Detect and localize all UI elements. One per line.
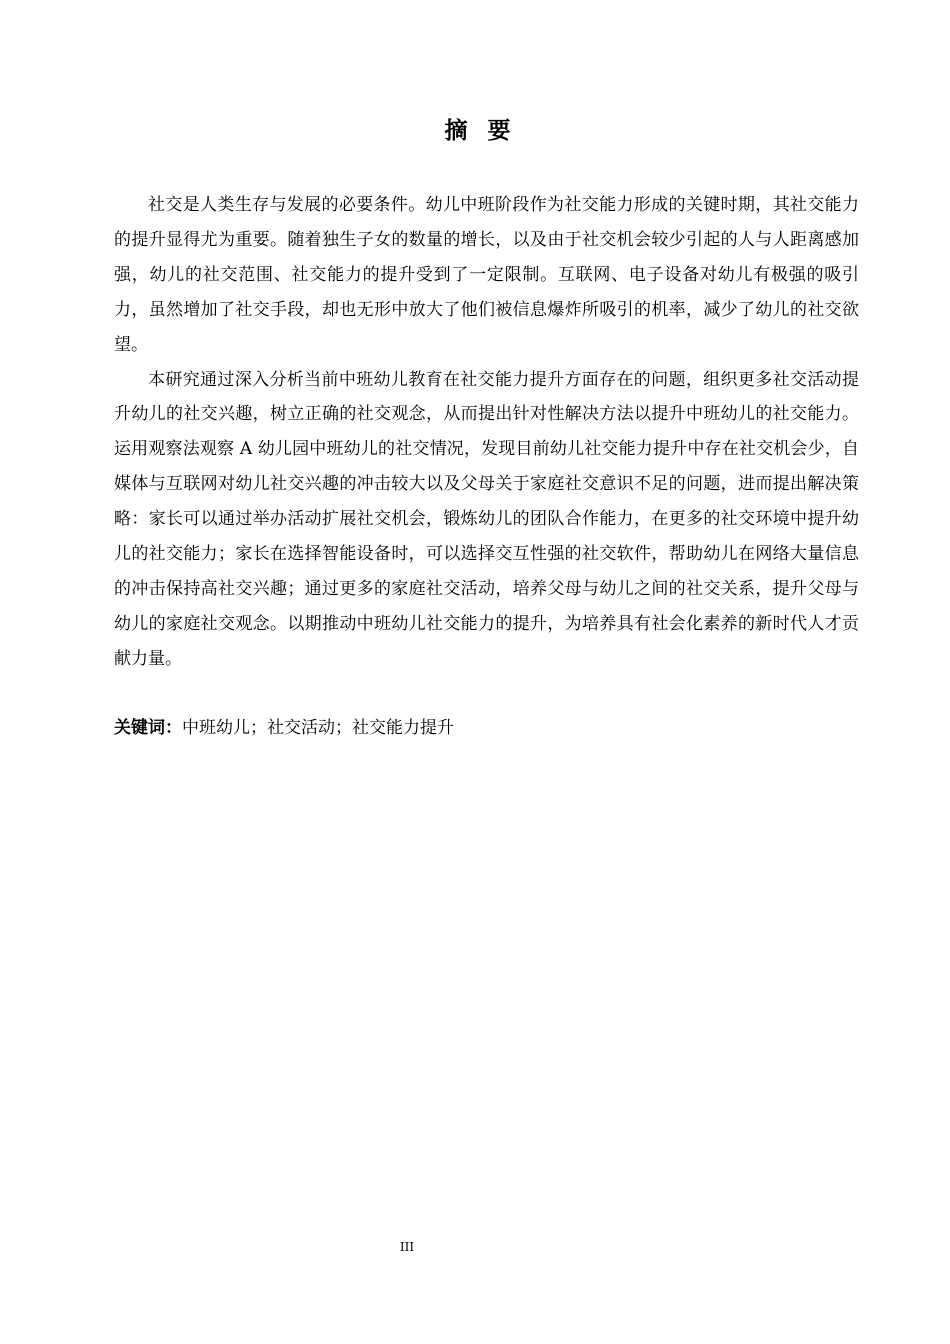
abstract-body	[114, 188, 859, 677]
abstract-paragraph-1: 社交是人类生存与发展的必要条件。幼儿中班阶段作为社交能力形成的关键时期，其社交能力的提升显得尤为重要。随着独生子女的数量的增长，以及由于社交机会较少引起的人与人距离感加强，幼儿的社交范围、社交能力的提升受到了一定限制。互联网、电子设备对幼儿有极强的吸引力，虽然增加了社交手段，却也无形中放大了他们被信息爆炸所吸引的机率，减少了幼儿的社交欲望。	[114, 195, 859, 355]
keywords-text: 中班幼儿；社交活动；社交能力提升	[182, 718, 454, 738]
page-number: III	[399, 1240, 415, 1254]
abstract-paragraph-2: 本研究通过深入分析当前中班幼儿教育在社交能力提升方面存在的问题，组织更多社交活动提升幼儿的社交兴趣，树立正确的社交观念，从而提出针对性解决方法以提升中班幼儿的社交能力。运用观察法观察 A 幼儿园中班幼儿的社交情况，发现目前幼儿社交能力提升中存在社交机会少，自媒体与互联网对幼儿社交兴趣的冲击较大以及父母关于家庭社交意识不足的问题，进而提出解决策略：家长可以通过举办活动扩展社交机会，锻炼幼儿的团队合作能力，在更多的社交环境中提升幼儿的社交能力；家长在选择智能设备时，可以选择交互性强的社交软件，帮助幼儿在网络大量信息的冲击保持高社交兴趣；通过更多的家庭社交活动，培养父母与幼儿之间的社交关系，提升父母与幼儿的家庭社交观念。以期推动中班幼儿社交能力的提升，为培养具有社会化素养的新时代人才贡献力量。	[114, 369, 859, 669]
keywords-line	[114, 713, 454, 743]
keywords-label: 关键词：	[114, 718, 182, 738]
abstract-title: 摘要	[444, 118, 531, 144]
